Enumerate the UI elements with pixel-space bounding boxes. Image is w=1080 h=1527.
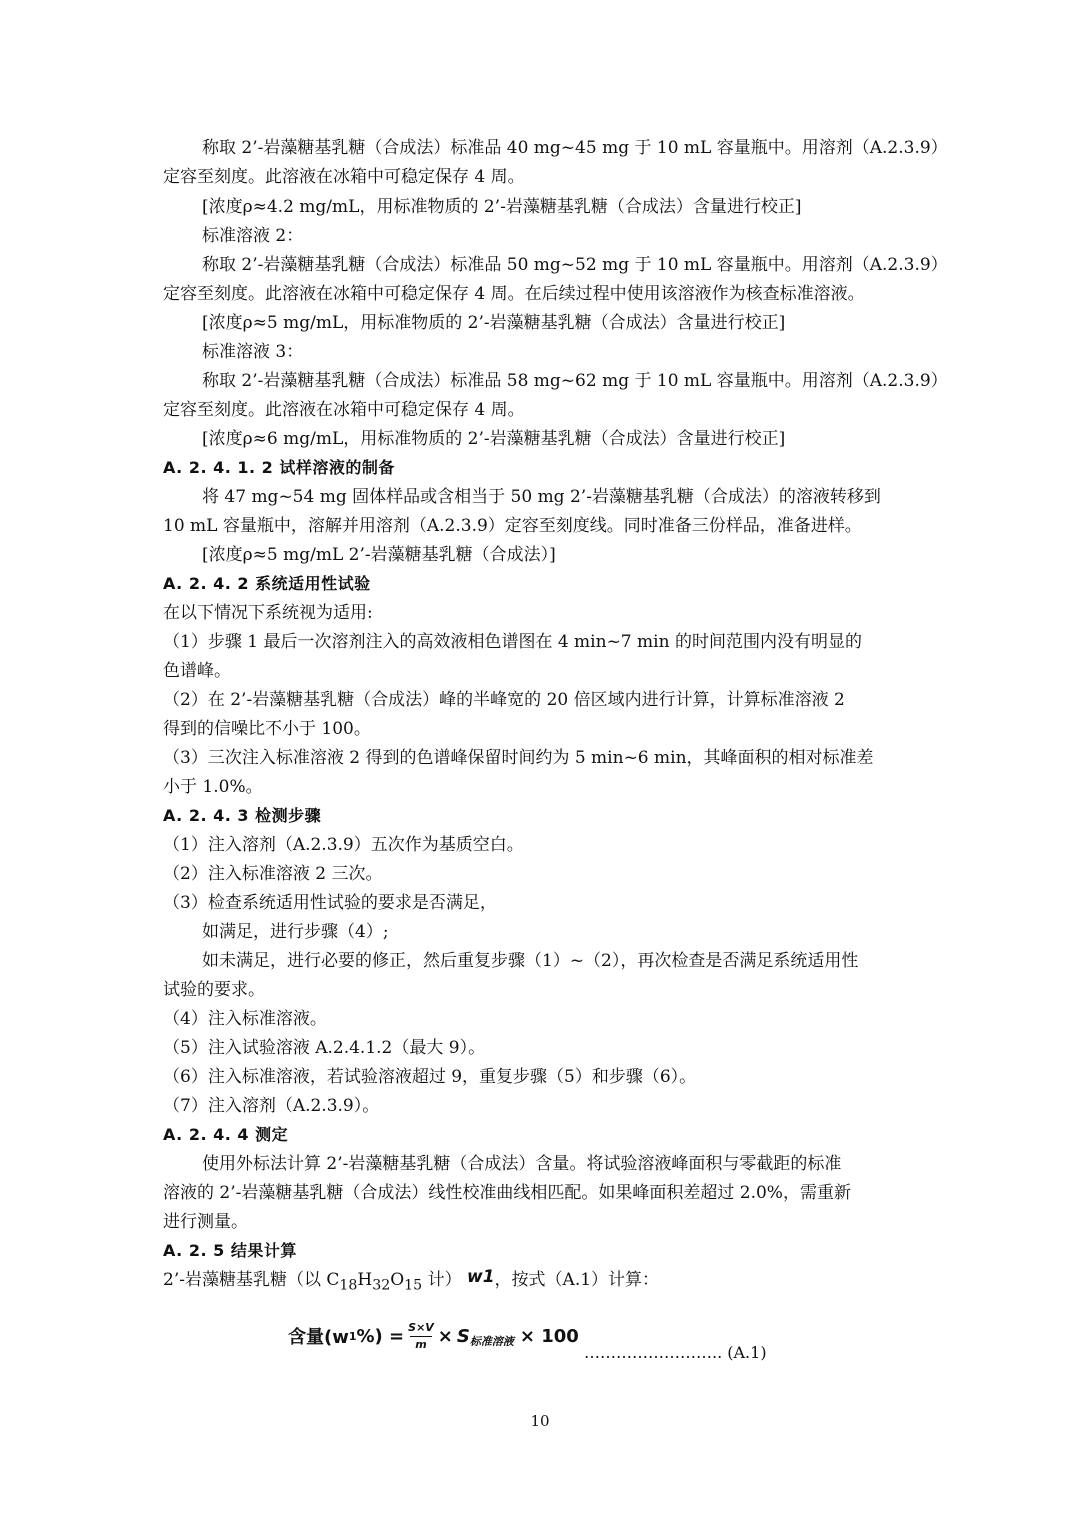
paragraph-line: 得到的信噪比不小于 100。	[163, 719, 371, 739]
oxygen-subscript: 15	[404, 1277, 423, 1294]
paragraph-line: 标准溶液 2：	[202, 226, 304, 246]
result-tail: ，按式（A.1）计算：	[494, 1270, 660, 1290]
list-item: （2）在 2’-岩藻糖基乳糖（合成法）峰的半峰宽的 20 倍区域内进行计算，计算标准溶液 2	[163, 690, 845, 710]
list-item: （4）注入标准溶液。	[163, 1009, 327, 1029]
standard-s-subscript: 标准溶液	[469, 1335, 514, 1348]
list-item: （3）三次注入标准溶液 2 得到的色谱峰保留时间约为 5 min~6 min，其峰面积的相对标准差	[163, 748, 874, 768]
carbon-subscript: 18	[339, 1277, 358, 1294]
times-hundred: × 100	[519, 1325, 579, 1347]
oxygen-symbol: O	[390, 1270, 405, 1290]
paragraph-line: [浓度ρ≈5 mg/mL，用标准物质的 2’-岩藻糖基乳糖（合成法）含量进行校正]	[202, 313, 786, 333]
list-item: （6）注入标准溶液，若试验溶液超过 9，重复步骤（5）和步骤（6）。	[163, 1067, 697, 1087]
hydrogen-symbol: H	[357, 1270, 373, 1290]
paragraph-line: [浓度ρ≈6 mg/mL，用标准物质的 2’-岩藻糖基乳糖（合成法）含量进行校正]	[202, 429, 786, 449]
paragraph-line: 称取 2’-岩藻糖基乳糖（合成法）标准品 50 mg~52 mg 于 10 mL 容量瓶中。用溶剂（A.2.3.9）	[202, 255, 948, 275]
paragraph-line: 溶液的 2’-岩藻糖基乳糖（合成法）线性校准曲线相匹配。如果峰面积差超过 2.0%，需重新	[163, 1183, 851, 1203]
section-heading: A. 2. 4. 1. 2 试样溶液的制备	[163, 458, 395, 477]
fraction-bar	[410, 1336, 432, 1337]
paragraph-line: [浓度ρ≈5 mg/mL 2’-岩藻糖基乳糖（合成法）]	[202, 545, 556, 565]
list-item: （5）注入试验溶液 A.2.4.1.2（最大 9）。	[163, 1038, 486, 1058]
paragraph-line: 称取 2’-岩藻糖基乳糖（合成法）标准品 40 mg~45 mg 于 10 mL 容量瓶中。用溶剂（A.2.3.9）	[202, 138, 948, 158]
list-item: （7）注入溶剂（A.2.3.9）。	[163, 1096, 380, 1116]
paragraph-line: 将 47 mg~54 mg 固体样品或含相当于 50 mg 2’-岩藻糖基乳糖（合成法）的溶液转移到	[202, 487, 881, 507]
paragraph-line: 在以下情况下系统视为适用:	[163, 603, 373, 623]
paragraph-line: 色谱峰。	[163, 661, 231, 681]
paragraph-line: 小于 1.0%。	[163, 777, 263, 797]
section-heading: A. 2. 5 结果计算	[163, 1241, 297, 1260]
content-formula	[288, 1318, 579, 1354]
section-heading: A. 2. 4. 2 系统适用性试验	[163, 574, 371, 593]
paragraph-line: 进行测量。	[163, 1212, 248, 1232]
w1-symbol: w1	[467, 1267, 495, 1287]
section-heading: A. 2. 4. 3 检测步骤	[163, 806, 322, 825]
hydrogen-subscript: 32	[372, 1277, 391, 1294]
result-calculation-line	[163, 1269, 659, 1296]
paragraph-line: 试验的要求。	[163, 980, 265, 1000]
paragraph-line: 标准溶液 3：	[202, 342, 304, 362]
section-heading: A. 2. 4. 4 测定	[163, 1125, 289, 1144]
formula-lhs: 含量(w	[288, 1327, 349, 1348]
result-prefix: 2’-岩藻糖基乳糖（以 C	[163, 1270, 340, 1290]
paragraph-line: 定容至刻度。此溶液在冰箱中可稳定保存 4 周。	[163, 167, 525, 187]
list-item: （2）注入标准溶液 2 三次。	[163, 864, 383, 884]
fraction-denominator: m	[415, 1337, 427, 1351]
formula-lhs-subscript: 1	[348, 1329, 357, 1343]
list-item: （3）检查系统适用性试验的要求是否满足，	[163, 893, 497, 913]
equation-number: …………………….. (A.1)	[584, 1343, 767, 1362]
paragraph-line: 如未满足，进行必要的修正，然后重复步骤（1）~（2），再次检查是否满足系统适用性	[202, 951, 859, 971]
standard-s-symbol: S	[456, 1325, 470, 1347]
paragraph-line: 10 mL 容量瓶中，溶解并用溶剂（A.2.3.9）定容至刻度线。同时准备三份样品，准备进样。	[163, 516, 862, 536]
formula-lhs-tail: %) =	[356, 1325, 405, 1347]
paragraph-line: 定容至刻度。此溶液在冰箱中可稳定保存 4 周。	[163, 400, 525, 420]
paragraph-line: 使用外标法计算 2’-岩藻糖基乳糖（合成法）含量。将试验溶液峰面积与零截距的标准	[202, 1154, 842, 1174]
list-item: （1）注入溶剂（A.2.3.9）五次作为基质空白。	[163, 835, 524, 855]
paragraph-line: [浓度ρ≈4.2 mg/mL，用标准物质的 2’-岩藻糖基乳糖（合成法）含量进行校正]	[202, 197, 802, 217]
formula-fraction	[408, 1322, 434, 1351]
paragraph-line: 如满足，进行步骤（4）;	[202, 922, 389, 942]
result-calc-label: 计）	[422, 1270, 462, 1290]
times-sign: ×	[437, 1325, 453, 1347]
list-item: （1）步骤 1 最后一次溶剂注入的高效液相色谱图在 4 min~7 min 的时间范围内没有明显的	[163, 632, 862, 652]
paragraph-line: 定容至刻度。此溶液在冰箱中可稳定保存 4 周。在后续过程中使用该溶液作为核查标准溶液。	[163, 284, 865, 304]
fraction-numerator: S×V	[408, 1320, 434, 1334]
page-number: 10	[530, 1412, 550, 1430]
paragraph-line: 称取 2’-岩藻糖基乳糖（合成法）标准品 58 mg~62 mg 于 10 mL 容量瓶中。用溶剂（A.2.3.9）	[202, 371, 948, 391]
